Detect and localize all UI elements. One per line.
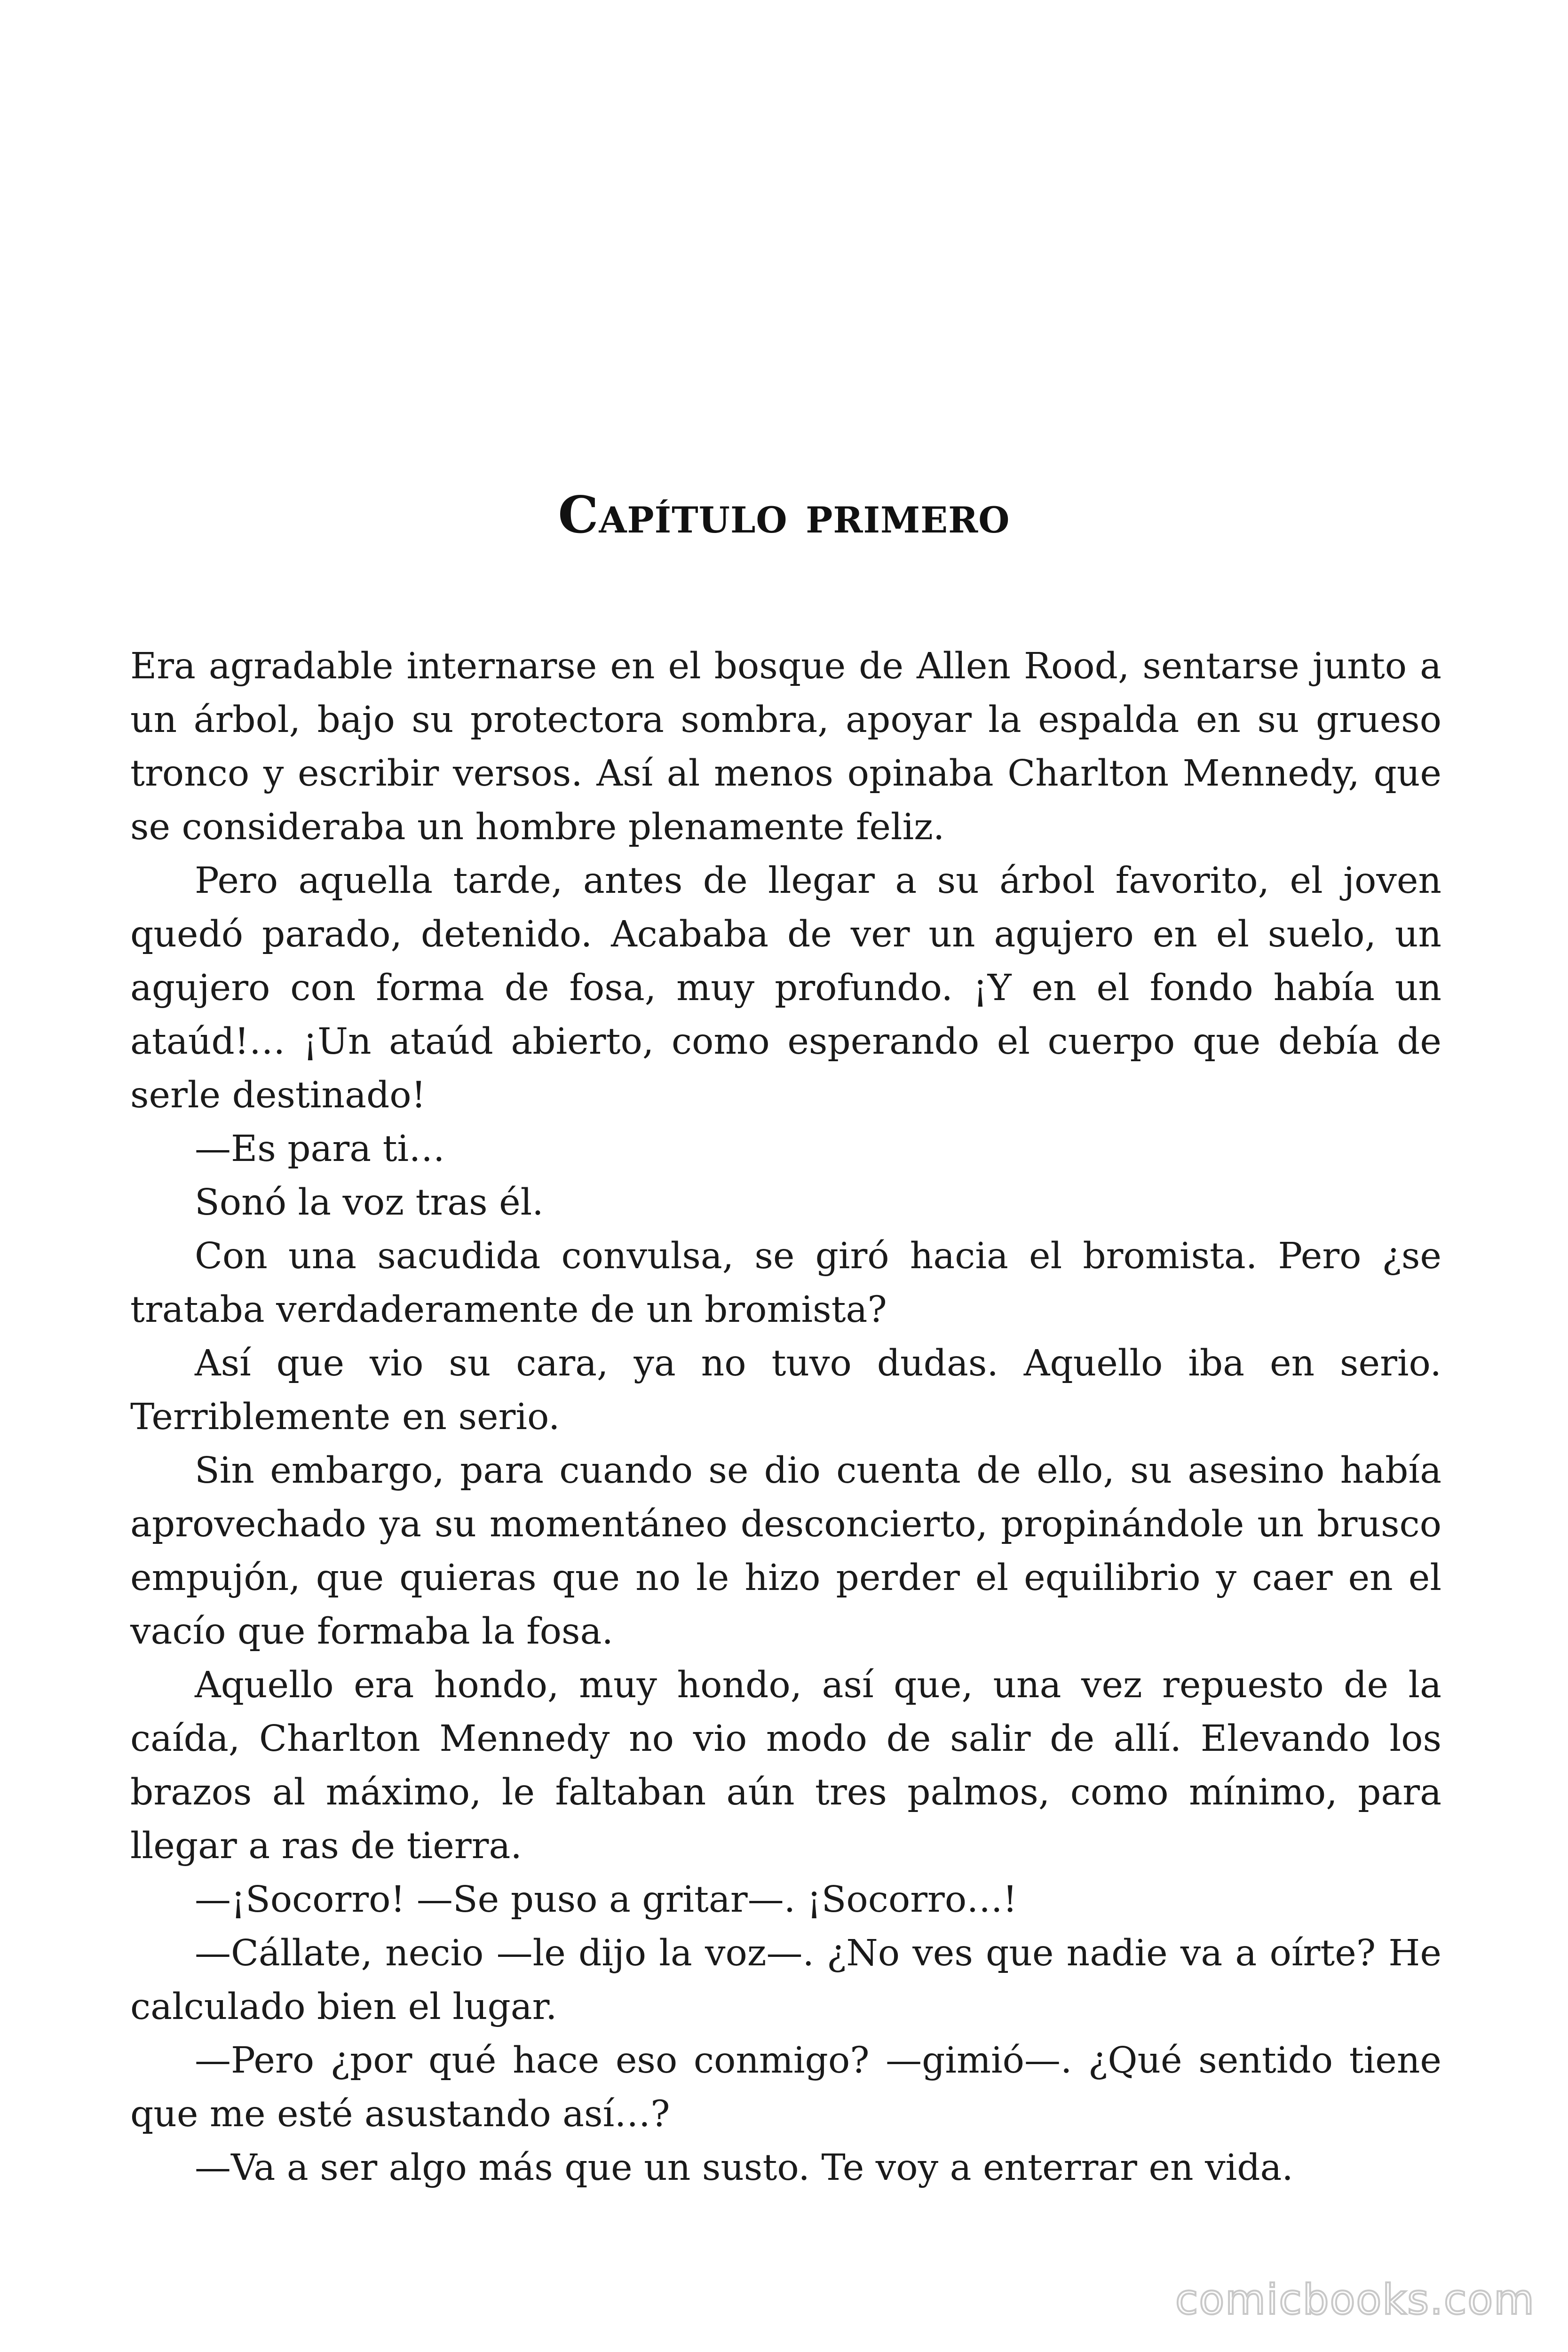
paragraph: —Cállate, necio —le dijo la voz—. ¿No ves que nadie va a oírte? He calculado bien el lugar. xyxy=(130,1932,1441,2028)
paragraph: Aquello era hondo, muy hondo, así que, una vez repuesto de la caída, Charlton Mennedy no vio modo de salir de allí. Elevando los brazos al máximo, le faltaban aún tres palmos, como mínimo, para llegar a ras de tierra. xyxy=(130,1664,1441,1867)
paragraph: —¡Socorro! —Se puso a gritar—. ¡Socorro…! xyxy=(195,1879,1018,1921)
chapter-body xyxy=(130,640,1441,2195)
chapter-title: Capítulo primero xyxy=(558,485,1010,545)
paragraph: Sin embargo, para cuando se dio cuenta de ello, su asesino había aprovechado ya su momentáneo desconcierto, propinándole un brusco empujón, que quieras que no le hizo perder el equilibrio y caer en el vacío que formaba la fosa. xyxy=(130,1450,1441,1653)
paragraph: —Es para ti… xyxy=(195,1128,445,1170)
paragraph: Era agradable internarse en el bosque de Allen Rood, sentarse junto a un árbol, bajo su protectora sombra, apoyar la espalda en su grueso tronco y escribir versos. Así al menos opinaba Charlton Mennedy, que se consideraba un hombre plenamente feliz. xyxy=(130,645,1441,848)
paragraph: —Va a ser algo más que un susto. Te voy a enterrar en vida. xyxy=(195,2147,1293,2189)
paragraph: Pero aquella tarde, antes de llegar a su árbol favorito, el joven quedó parado, detenido. Acababa de ver un agujero en el suelo, un agujero con forma de fosa, muy profundo. ¡Y en el fondo había un ataúd!… ¡Un ataúd abierto, como esperando el cuerpo que debía de serle destinado! xyxy=(130,860,1441,1116)
paragraph: —Pero ¿por qué hace eso conmigo? —gimió—. ¿Qué sentido tiene que me esté asustando así…? xyxy=(130,2040,1441,2135)
paragraph: Así que vio su cara, ya no tuvo dudas. Aquello iba en serio. Terriblemente en serio. xyxy=(130,1343,1441,1438)
paragraph: Sonó la voz tras él. xyxy=(195,1182,544,1224)
watermark: comicbooks.com xyxy=(1175,2275,1535,2324)
paragraph: Con una sacudida convulsa, se giró hacia el bromista. Pero ¿se trataba verdaderamente de un bromista? xyxy=(130,1235,1441,1331)
